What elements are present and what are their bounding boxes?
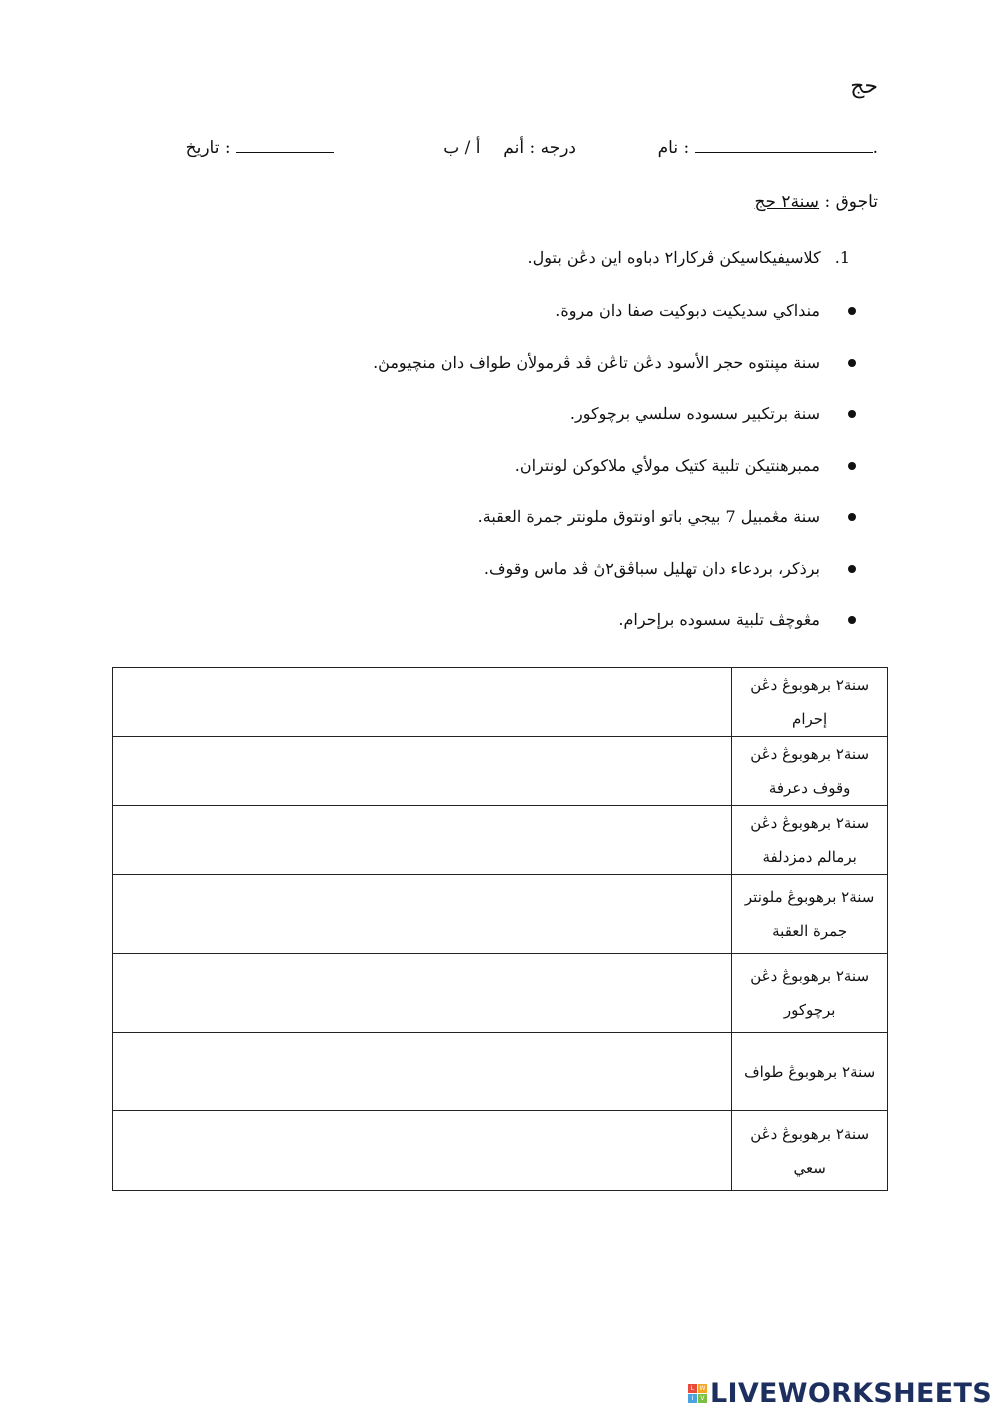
name-label: نام : (657, 138, 690, 158)
logo-block: V (698, 1394, 707, 1403)
list-item[interactable]: برذکر، بردعاء دان تهليل سباڤق٢ڽ ڤد ماس وقوف. (373, 554, 820, 606)
grade-options: أ / ب (443, 138, 481, 158)
topic-label: تاجوق : (824, 192, 878, 212)
bullet-icon (848, 616, 856, 624)
logo-block: W (699, 1384, 706, 1392)
table-row (113, 875, 888, 954)
topic-value: سنة٢ حج (754, 192, 820, 212)
logo-block: I (688, 1394, 697, 1403)
question-text: كلاسيفيكاسيكن ڤركارا٢ دباوه اين دڠن بتول. (527, 248, 821, 267)
answer-drop-zone[interactable] (113, 806, 732, 875)
date-blank[interactable] (236, 140, 334, 153)
table-row (113, 668, 888, 737)
answer-drop-zone[interactable] (113, 1111, 732, 1191)
answer-drop-zone[interactable] (113, 954, 732, 1033)
bullet-icon (848, 359, 856, 367)
page-title: حج (850, 74, 878, 99)
name-blank[interactable] (695, 140, 873, 153)
grade-field (443, 138, 576, 158)
table-row (113, 806, 888, 875)
logo-block: L (688, 1384, 697, 1393)
liveworksheets-logo (688, 1378, 992, 1408)
category-label: سنة٢ برهوبوڠ دڠن إحرام (732, 668, 888, 737)
list-item[interactable]: ممبرهنتيکن تلبية کتيک مولأي ملاکوکن لونتران. (373, 451, 820, 503)
classification-table (112, 667, 888, 1191)
bullet-icon (848, 513, 856, 521)
list-item[interactable]: سنة مپنتوه حجر الأسود دڠن تاڠن ڤد ڤرمولأن طواف دان منچيومڽ. (373, 348, 820, 400)
category-label: سنة٢ برهوبوڠ دڠن وقوف دعرفة (732, 737, 888, 806)
logo-blocks-icon (688, 1384, 707, 1403)
bullet-icon (848, 565, 856, 573)
list-item[interactable]: سنة برتکبير سسوده سلسي برچوکور. (373, 399, 820, 451)
table-row (113, 737, 888, 806)
statement-list (373, 296, 820, 657)
grade-label: درجه : أنم (503, 138, 576, 158)
question-number: 1. (834, 248, 850, 267)
category-label: سنة٢ برهوبوڠ ملونتر جمرة العقبة (732, 875, 888, 954)
list-item[interactable]: سنة مڠمبيل 7 بيجي باتو اونتوق ملونتر جمرة العقبة. (373, 502, 820, 554)
category-label: سنة٢ برهوبوڠ دڠن برمالم دمزدلفة (732, 806, 888, 875)
answer-drop-zone[interactable] (113, 737, 732, 806)
question-1 (528, 248, 850, 267)
name-field (658, 138, 878, 158)
logo-text: LIVEWORKSHEETS (709, 1377, 992, 1409)
answer-drop-zone[interactable] (113, 668, 732, 737)
category-label: سنة٢ برهوبوڠ دڠن سعي (732, 1111, 888, 1191)
answer-drop-zone[interactable] (113, 1033, 732, 1111)
category-label: سنة٢ برهوبوڠ طواف (732, 1033, 888, 1111)
name-end: . (872, 138, 878, 158)
list-item[interactable]: مڠوچڤ تلبية سسوده برإحرام. (373, 605, 820, 657)
date-field (186, 138, 334, 158)
date-label: تاريخ : (185, 138, 231, 158)
bullet-icon (848, 410, 856, 418)
table-row (113, 1033, 888, 1111)
table-row (113, 1111, 888, 1191)
category-label: سنة٢ برهوبوڠ دڠن برچوکور (732, 954, 888, 1033)
answer-drop-zone[interactable] (113, 875, 732, 954)
table-row (113, 954, 888, 1033)
list-item[interactable]: منداکي سديکيت دبوکيت صفا دان مروة. (373, 296, 820, 348)
bullet-icon (848, 307, 856, 315)
topic-line (755, 192, 878, 212)
bullet-icon (848, 462, 856, 470)
